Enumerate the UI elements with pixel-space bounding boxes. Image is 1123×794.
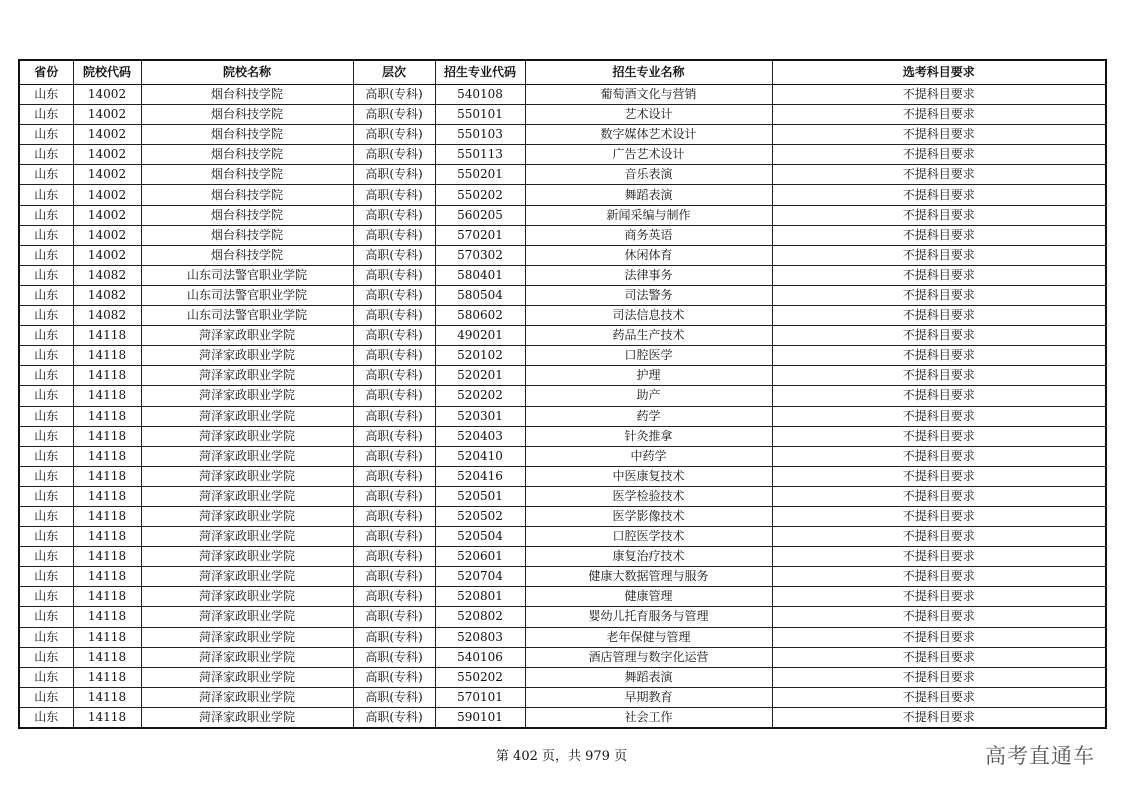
- header-school-code: 院校代码: [73, 60, 141, 85]
- cell-school-code: 14002: [73, 85, 141, 105]
- cell-subject-requirement: 不提科目要求: [772, 607, 1106, 627]
- table-row: [19, 145, 1106, 165]
- cell-level: 高职(专科): [353, 85, 435, 105]
- table-row: [19, 587, 1106, 607]
- cell-level: 高职(专科): [353, 386, 435, 406]
- cell-subject-requirement: 不提科目要求: [772, 165, 1106, 185]
- table-row: [19, 105, 1106, 125]
- cell-subject-requirement: 不提科目要求: [772, 547, 1106, 567]
- cell-school-code: 14002: [73, 165, 141, 185]
- cell-major-name: 酒店管理与数字化运营: [525, 647, 772, 667]
- cell-school-code: 14118: [73, 647, 141, 667]
- cell-school-name: 烟台科技学院: [141, 105, 353, 125]
- cell-province: 山东: [19, 165, 73, 185]
- table-row: [19, 265, 1106, 285]
- table-row: [19, 225, 1106, 245]
- cell-major-name: 护理: [525, 366, 772, 386]
- cell-subject-requirement: 不提科目要求: [772, 647, 1106, 667]
- cell-level: 高职(专科): [353, 547, 435, 567]
- cell-level: 高职(专科): [353, 527, 435, 547]
- cell-province: 山东: [19, 506, 73, 526]
- cell-province: 山东: [19, 466, 73, 486]
- cell-school-name: 菏泽家政职业学院: [141, 527, 353, 547]
- table-row: [19, 346, 1106, 366]
- cell-province: 山东: [19, 486, 73, 506]
- cell-major-code: 520501: [435, 486, 525, 506]
- cell-major-name: 针灸推拿: [525, 426, 772, 446]
- cell-province: 山东: [19, 105, 73, 125]
- cell-province: 山东: [19, 285, 73, 305]
- cell-major-code: 520416: [435, 466, 525, 486]
- cell-major-code: 520202: [435, 386, 525, 406]
- header-major-name: 招生专业名称: [525, 60, 772, 85]
- cell-school-name: 菏泽家政职业学院: [141, 587, 353, 607]
- cell-level: 高职(专科): [353, 687, 435, 707]
- cell-school-code: 14082: [73, 265, 141, 285]
- cell-major-name: 婴幼儿托育服务与管理: [525, 607, 772, 627]
- table-body: [19, 85, 1106, 729]
- cell-province: 山东: [19, 265, 73, 285]
- cell-level: 高职(专科): [353, 406, 435, 426]
- cell-province: 山东: [19, 406, 73, 426]
- table-row: [19, 285, 1106, 305]
- cell-province: 山东: [19, 607, 73, 627]
- cell-school-code: 14118: [73, 386, 141, 406]
- cell-school-name: 菏泽家政职业学院: [141, 647, 353, 667]
- table-row: [19, 627, 1106, 647]
- cell-school-code: 14118: [73, 446, 141, 466]
- cell-school-name: 菏泽家政职业学院: [141, 326, 353, 346]
- cell-major-code: 520704: [435, 567, 525, 587]
- cell-major-code: 520802: [435, 607, 525, 627]
- cell-province: 山东: [19, 326, 73, 346]
- table-row: [19, 306, 1106, 326]
- cell-school-name: 山东司法警官职业学院: [141, 265, 353, 285]
- cell-subject-requirement: 不提科目要求: [772, 527, 1106, 547]
- cell-school-name: 菏泽家政职业学院: [141, 707, 353, 728]
- cell-subject-requirement: 不提科目要求: [772, 125, 1106, 145]
- cell-major-name: 法律事务: [525, 265, 772, 285]
- cell-school-code: 14002: [73, 185, 141, 205]
- cell-school-name: 菏泽家政职业学院: [141, 486, 353, 506]
- cell-major-name: 助产: [525, 386, 772, 406]
- cell-school-name: 烟台科技学院: [141, 85, 353, 105]
- table-row: [19, 647, 1106, 667]
- header-school-name: 院校名称: [141, 60, 353, 85]
- cell-major-code: 520502: [435, 506, 525, 526]
- cell-province: 山东: [19, 567, 73, 587]
- table-row: [19, 607, 1106, 627]
- cell-province: 山东: [19, 386, 73, 406]
- cell-subject-requirement: 不提科目要求: [772, 145, 1106, 165]
- header-major-code: 招生专业代码: [435, 60, 525, 85]
- cell-major-name: 健康大数据管理与服务: [525, 567, 772, 587]
- cell-school-code: 14118: [73, 326, 141, 346]
- cell-school-code: 14118: [73, 607, 141, 627]
- cell-level: 高职(专科): [353, 245, 435, 265]
- cell-major-code: 590101: [435, 707, 525, 728]
- cell-province: 山东: [19, 707, 73, 728]
- table-row: [19, 205, 1106, 225]
- cell-province: 山东: [19, 446, 73, 466]
- cell-level: 高职(专科): [353, 667, 435, 687]
- table-row: [19, 366, 1106, 386]
- header-province: 省份: [19, 60, 73, 85]
- cell-level: 高职(专科): [353, 587, 435, 607]
- cell-school-code: 14118: [73, 587, 141, 607]
- cell-subject-requirement: 不提科目要求: [772, 406, 1106, 426]
- cell-subject-requirement: 不提科目要求: [772, 587, 1106, 607]
- table-row: [19, 446, 1106, 466]
- cell-level: 高职(专科): [353, 105, 435, 125]
- table-row: [19, 547, 1106, 567]
- cell-major-code: 550103: [435, 125, 525, 145]
- cell-major-code: 580602: [435, 306, 525, 326]
- cell-major-name: 舞蹈表演: [525, 185, 772, 205]
- cell-major-name: 休闲体育: [525, 245, 772, 265]
- cell-major-name: 口腔医学: [525, 346, 772, 366]
- cell-school-name: 菏泽家政职业学院: [141, 426, 353, 446]
- cell-major-name: 司法信息技术: [525, 306, 772, 326]
- cell-subject-requirement: 不提科目要求: [772, 306, 1106, 326]
- cell-major-name: 药学: [525, 406, 772, 426]
- cell-subject-requirement: 不提科目要求: [772, 486, 1106, 506]
- cell-school-code: 14118: [73, 667, 141, 687]
- cell-major-code: 520301: [435, 406, 525, 426]
- cell-major-code: 490201: [435, 326, 525, 346]
- cell-province: 山东: [19, 587, 73, 607]
- cell-level: 高职(专科): [353, 225, 435, 245]
- cell-level: 高职(专科): [353, 145, 435, 165]
- cell-school-code: 14002: [73, 245, 141, 265]
- cell-level: 高职(专科): [353, 326, 435, 346]
- cell-subject-requirement: 不提科目要求: [772, 627, 1106, 647]
- cell-school-code: 14118: [73, 567, 141, 587]
- cell-level: 高职(专科): [353, 265, 435, 285]
- cell-subject-requirement: 不提科目要求: [772, 85, 1106, 105]
- cell-major-code: 540108: [435, 85, 525, 105]
- cell-subject-requirement: 不提科目要求: [772, 506, 1106, 526]
- cell-school-name: 菏泽家政职业学院: [141, 687, 353, 707]
- cell-province: 山东: [19, 627, 73, 647]
- cell-school-name: 菏泽家政职业学院: [141, 547, 353, 567]
- table-row: [19, 667, 1106, 687]
- cell-major-name: 司法警务: [525, 285, 772, 305]
- cell-subject-requirement: 不提科目要求: [772, 205, 1106, 225]
- cell-subject-requirement: 不提科目要求: [772, 667, 1106, 687]
- cell-major-name: 葡萄酒文化与营销: [525, 85, 772, 105]
- cell-level: 高职(专科): [353, 285, 435, 305]
- cell-school-code: 14118: [73, 547, 141, 567]
- watermark-logo: 高考直通车: [985, 744, 1095, 768]
- cell-subject-requirement: 不提科目要求: [772, 446, 1106, 466]
- cell-major-code: 520201: [435, 366, 525, 386]
- cell-school-code: 14002: [73, 225, 141, 245]
- cell-school-code: 14002: [73, 125, 141, 145]
- cell-major-name: 口腔医学技术: [525, 527, 772, 547]
- cell-province: 山东: [19, 145, 73, 165]
- cell-school-name: 菏泽家政职业学院: [141, 607, 353, 627]
- cell-subject-requirement: 不提科目要求: [772, 245, 1106, 265]
- cell-subject-requirement: 不提科目要求: [772, 105, 1106, 125]
- table-row: [19, 466, 1106, 486]
- cell-subject-requirement: 不提科目要求: [772, 225, 1106, 245]
- cell-major-code: 520504: [435, 527, 525, 547]
- cell-major-code: 550101: [435, 105, 525, 125]
- cell-major-code: 520403: [435, 426, 525, 446]
- cell-school-name: 菏泽家政职业学院: [141, 406, 353, 426]
- table-row: [19, 245, 1106, 265]
- table-header-row: [19, 60, 1106, 85]
- cell-subject-requirement: 不提科目要求: [772, 285, 1106, 305]
- cell-major-code: 550202: [435, 185, 525, 205]
- cell-level: 高职(专科): [353, 567, 435, 587]
- cell-level: 高职(专科): [353, 165, 435, 185]
- cell-subject-requirement: 不提科目要求: [772, 386, 1106, 406]
- cell-school-name: 菏泽家政职业学院: [141, 366, 353, 386]
- cell-school-code: 14118: [73, 707, 141, 728]
- table-row: [19, 125, 1106, 145]
- cell-province: 山东: [19, 205, 73, 225]
- cell-major-name: 中药学: [525, 446, 772, 466]
- cell-major-name: 舞蹈表演: [525, 667, 772, 687]
- cell-level: 高职(专科): [353, 707, 435, 728]
- cell-province: 山东: [19, 125, 73, 145]
- cell-subject-requirement: 不提科目要求: [772, 466, 1106, 486]
- cell-major-code: 580504: [435, 285, 525, 305]
- table-row: [19, 165, 1106, 185]
- cell-major-code: 520410: [435, 446, 525, 466]
- cell-school-name: 菏泽家政职业学院: [141, 627, 353, 647]
- cell-school-name: 菏泽家政职业学院: [141, 346, 353, 366]
- table-row: [19, 185, 1106, 205]
- cell-province: 山东: [19, 245, 73, 265]
- cell-major-code: 550202: [435, 667, 525, 687]
- cell-school-name: 菏泽家政职业学院: [141, 506, 353, 526]
- cell-level: 高职(专科): [353, 486, 435, 506]
- cell-school-name: 烟台科技学院: [141, 185, 353, 205]
- cell-school-code: 14118: [73, 486, 141, 506]
- cell-major-name: 商务英语: [525, 225, 772, 245]
- cell-major-code: 520102: [435, 346, 525, 366]
- cell-level: 高职(专科): [353, 346, 435, 366]
- cell-level: 高职(专科): [353, 185, 435, 205]
- cell-school-code: 14118: [73, 406, 141, 426]
- cell-level: 高职(专科): [353, 607, 435, 627]
- cell-major-name: 药品生产技术: [525, 326, 772, 346]
- cell-school-name: 烟台科技学院: [141, 165, 353, 185]
- table-row: [19, 527, 1106, 547]
- cell-school-name: 山东司法警官职业学院: [141, 306, 353, 326]
- cell-province: 山东: [19, 547, 73, 567]
- cell-school-code: 14002: [73, 205, 141, 225]
- cell-school-code: 14118: [73, 687, 141, 707]
- cell-school-code: 14118: [73, 426, 141, 446]
- table-row: [19, 707, 1106, 728]
- cell-subject-requirement: 不提科目要求: [772, 346, 1106, 366]
- cell-province: 山东: [19, 667, 73, 687]
- cell-level: 高职(专科): [353, 627, 435, 647]
- cell-major-name: 康复治疗技术: [525, 547, 772, 567]
- cell-major-name: 健康管理: [525, 587, 772, 607]
- cell-subject-requirement: 不提科目要求: [772, 426, 1106, 446]
- page-number: 第 402 页，共 979 页: [495, 749, 628, 764]
- cell-school-code: 14118: [73, 627, 141, 647]
- cell-school-name: 烟台科技学院: [141, 245, 353, 265]
- cell-school-name: 烟台科技学院: [141, 145, 353, 165]
- cell-major-name: 广告艺术设计: [525, 145, 772, 165]
- cell-province: 山东: [19, 346, 73, 366]
- cell-subject-requirement: 不提科目要求: [772, 185, 1106, 205]
- cell-major-code: 520803: [435, 627, 525, 647]
- cell-school-name: 烟台科技学院: [141, 205, 353, 225]
- cell-level: 高职(专科): [353, 205, 435, 225]
- admission-table: [18, 59, 1107, 729]
- cell-school-name: 菏泽家政职业学院: [141, 446, 353, 466]
- cell-level: 高职(专科): [353, 647, 435, 667]
- cell-school-name: 烟台科技学院: [141, 125, 353, 145]
- cell-school-code: 14118: [73, 466, 141, 486]
- cell-major-code: 550201: [435, 165, 525, 185]
- cell-major-code: 520601: [435, 547, 525, 567]
- cell-province: 山东: [19, 185, 73, 205]
- cell-major-name: 音乐表演: [525, 165, 772, 185]
- cell-major-name: 数字媒体艺术设计: [525, 125, 772, 145]
- cell-major-name: 艺术设计: [525, 105, 772, 125]
- cell-major-name: 新闻采编与制作: [525, 205, 772, 225]
- cell-school-name: 菏泽家政职业学院: [141, 667, 353, 687]
- table-row: [19, 506, 1106, 526]
- cell-school-code: 14082: [73, 285, 141, 305]
- cell-major-name: 老年保健与管理: [525, 627, 772, 647]
- cell-province: 山东: [19, 527, 73, 547]
- cell-level: 高职(专科): [353, 426, 435, 446]
- table-row: [19, 386, 1106, 406]
- table-row: [19, 326, 1106, 346]
- cell-level: 高职(专科): [353, 366, 435, 386]
- cell-province: 山东: [19, 225, 73, 245]
- cell-major-name: 医学检验技术: [525, 486, 772, 506]
- cell-subject-requirement: 不提科目要求: [772, 366, 1106, 386]
- cell-level: 高职(专科): [353, 446, 435, 466]
- header-subject-requirement: 选考科目要求: [772, 60, 1106, 85]
- cell-level: 高职(专科): [353, 506, 435, 526]
- cell-province: 山东: [19, 306, 73, 326]
- cell-major-name: 医学影像技术: [525, 506, 772, 526]
- cell-major-code: 560205: [435, 205, 525, 225]
- cell-level: 高职(专科): [353, 466, 435, 486]
- cell-school-code: 14082: [73, 306, 141, 326]
- cell-subject-requirement: 不提科目要求: [772, 326, 1106, 346]
- cell-major-code: 540106: [435, 647, 525, 667]
- table-row: [19, 567, 1106, 587]
- cell-school-name: 烟台科技学院: [141, 225, 353, 245]
- table-row: [19, 85, 1106, 105]
- cell-major-code: 570302: [435, 245, 525, 265]
- cell-subject-requirement: 不提科目要求: [772, 687, 1106, 707]
- table-row: [19, 687, 1106, 707]
- cell-province: 山东: [19, 687, 73, 707]
- cell-level: 高职(专科): [353, 306, 435, 326]
- cell-major-code: 580401: [435, 265, 525, 285]
- cell-school-code: 14118: [73, 366, 141, 386]
- cell-subject-requirement: 不提科目要求: [772, 265, 1106, 285]
- header-level: 层次: [353, 60, 435, 85]
- cell-major-code: 570101: [435, 687, 525, 707]
- table-row: [19, 426, 1106, 446]
- cell-school-name: 菏泽家政职业学院: [141, 466, 353, 486]
- cell-province: 山东: [19, 426, 73, 446]
- cell-major-name: 中医康复技术: [525, 466, 772, 486]
- cell-school-name: 菏泽家政职业学院: [141, 386, 353, 406]
- cell-major-code: 520801: [435, 587, 525, 607]
- cell-subject-requirement: 不提科目要求: [772, 567, 1106, 587]
- cell-major-code: 550113: [435, 145, 525, 165]
- cell-school-name: 菏泽家政职业学院: [141, 567, 353, 587]
- cell-school-name: 山东司法警官职业学院: [141, 285, 353, 305]
- cell-school-code: 14118: [73, 346, 141, 366]
- cell-major-name: 早期教育: [525, 687, 772, 707]
- cell-province: 山东: [19, 85, 73, 105]
- cell-subject-requirement: 不提科目要求: [772, 707, 1106, 728]
- cell-school-code: 14002: [73, 105, 141, 125]
- cell-province: 山东: [19, 647, 73, 667]
- cell-school-code: 14118: [73, 506, 141, 526]
- cell-school-code: 14002: [73, 145, 141, 165]
- cell-school-code: 14118: [73, 527, 141, 547]
- cell-level: 高职(专科): [353, 125, 435, 145]
- table-row: [19, 486, 1106, 506]
- cell-major-name: 社会工作: [525, 707, 772, 728]
- table-row: [19, 406, 1106, 426]
- cell-province: 山东: [19, 366, 73, 386]
- cell-major-code: 570201: [435, 225, 525, 245]
